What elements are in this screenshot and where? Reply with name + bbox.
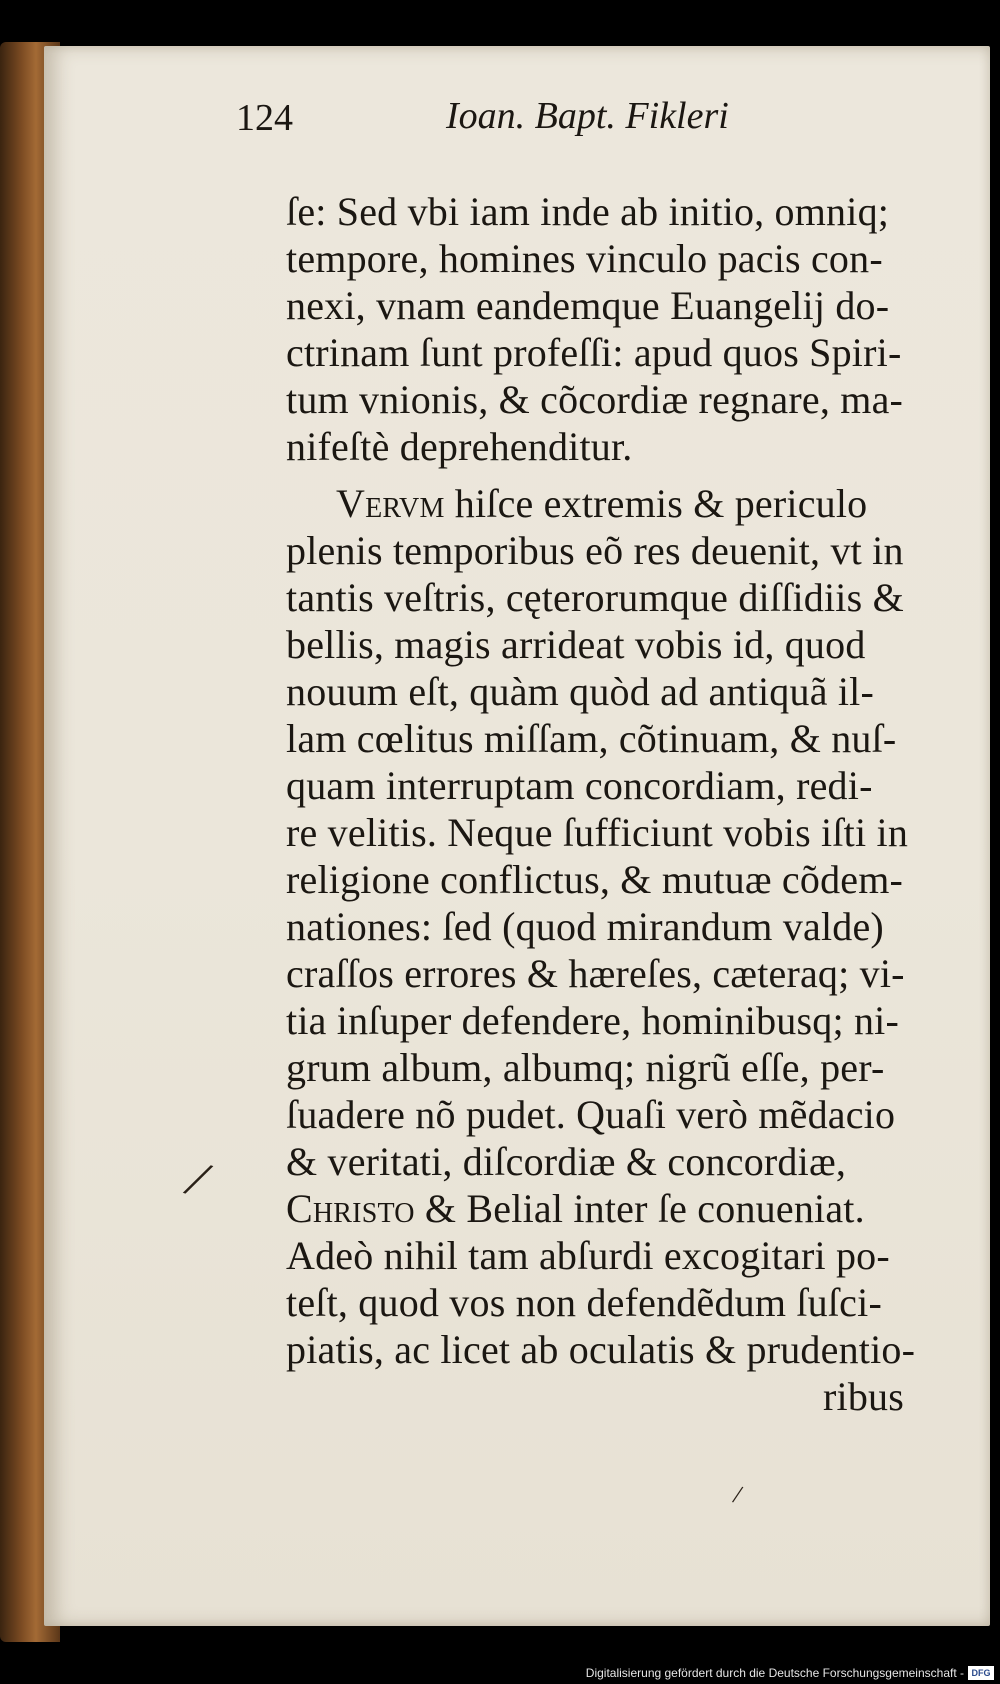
text-line: nouum eſt, quàm quòd ad antiquã il- <box>286 669 874 714</box>
christo-line <box>286 1185 956 1232</box>
lead-word: Vervm <box>336 481 445 526</box>
text-line: tia inſuper defendere, hominibusq; ni- <box>286 998 899 1043</box>
text-line: religione conflictus, & mutuæ cõdem- <box>286 857 904 902</box>
handwritten-margin-mark: / <box>181 1150 213 1209</box>
text-line: tantis veſtris, cęterorumque diſſidiis & <box>286 575 904 620</box>
text-line: craſſos errores & hæreſes, cæteraq; vi- <box>286 951 905 996</box>
text-line: lam cœlitus miſſam, cõtinuam, & nuſ- <box>286 716 897 761</box>
text-fragment: hiſce extremis & periculo <box>444 481 868 526</box>
text-fragment: & Belial inter ſe conueniat. <box>414 1186 865 1231</box>
text-line: nationes: ſed (quod mirandum valde) <box>286 904 884 949</box>
text-line: nexi, vnam eandemque Euangelij do- <box>286 283 890 328</box>
text-line: quam interruptam concordiam, redi- <box>286 763 873 808</box>
text-line: re velitis. Neque ſufficiunt vobis iſti in <box>286 810 909 855</box>
text-line: ctrinam ſunt profeſſi: apud quos Spiri- <box>286 330 902 375</box>
paragraph-first-line <box>286 480 956 527</box>
text-line: ſuadere nõ pudet. Quaſi verò mẽdacio <box>286 1092 896 1137</box>
dfg-logo: DFG <box>968 1666 994 1680</box>
text-line: tempore, homines vinculo pacis con- <box>286 236 883 281</box>
text-line: Adeò nihil tam abſurdi excogitari po- <box>286 1233 890 1278</box>
page-number: 124 <box>236 97 293 139</box>
text-line: nifeſtè deprehenditur. <box>286 424 633 469</box>
catchword: ribus <box>823 1374 904 1419</box>
text-line: & veritati, diſcordiæ & concordiæ, <box>286 1139 847 1184</box>
text-line: bellis, magis arrideat vobis id, quod <box>286 622 866 667</box>
text-line: piatis, ac licet ab oculatis & prudentio- <box>286 1327 916 1372</box>
body-text <box>286 188 956 1420</box>
text-line: ſe: Sed vbi iam inde ab initio, omniq; <box>286 189 890 234</box>
text-line: teſt, quod vos non defendẽdum ſuſci- <box>286 1280 882 1325</box>
text-line: plenis temporibus eõ res deuenit, vt in <box>286 528 904 573</box>
page-header <box>236 90 796 150</box>
christo-word: Christo <box>286 1186 415 1231</box>
small-tick-mark: / <box>730 1479 745 1510</box>
text-line: tum vnionis, & cõcordiæ regnare, ma- <box>286 377 904 422</box>
digitization-credit: Digitalisierung gefördert durch die Deutsche Forschungsgemeinschaft - <box>585 1666 964 1680</box>
text-line: grum album, albumq; nigrũ eſſe, per- <box>286 1045 885 1090</box>
running-title: Ioan. Bapt. Fikleri <box>446 95 729 137</box>
